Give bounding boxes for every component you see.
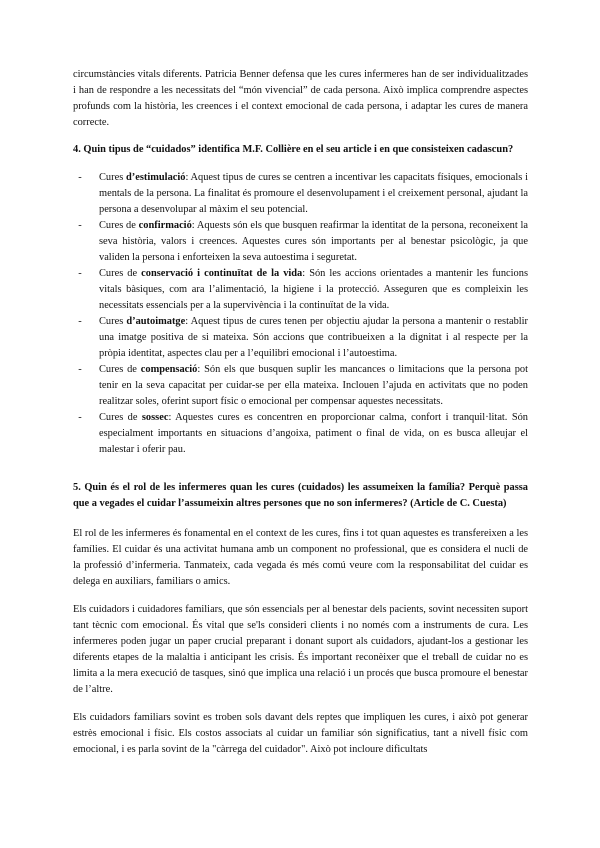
list-item: - Cures de compensació: Són els que busquen suplir les mancances o limitacions que la persona pot tenir en la seva capacitat per cuidar-se per ella mateixa. Inclouen l’ajuda en activitats que no poden realitzar soles, oferint suport físic o emocional per compensar aquestes necessitats. [99,362,528,410]
answer-paragraph: El rol de les infermeres és fonamental en el context de les cures, fins i tot quan aquestes es transfereixen a les famílies. El cuidar és una activitat humana amb un component no professional, que es considera el nucli de la professió d’infermeria. Tanmateix, cada vegada és més comú veure com la responsabilitat del cuidar es delega en auxiliars, familiars o amics. [73,528,528,587]
care-term: d’estimulació [126,172,186,183]
list-item: - Cures de confirmació: Aquests són els que busquen reafirmar la identitat de la persona, reconeixent la seva història, valors i creences. Aquestes cures són importants per al benestar psicològic, ja que validen la persona i enforteixen la seva autoestima i seguretat. [99,218,528,266]
question-5-body [73,526,528,758]
list-item: - Cures d’autoimatge: Aquest tipus de cures tenen per objectiu ajudar la persona a mantenir o restablir una imatge positiva de si mateixa. Són accions que contribueixen a la dignitat i al respecte per la pròpia identitat, aspectes clau per a l’equilibri emocional i l’autoestima. [99,314,528,362]
answer-paragraph: Els cuidadors i cuidadores familiars, que són essencials per al benestar dels pacients, sovint necessiten suport tant tècnic com emocional. És vital que se'ls consideri clients i no només com a instruments de cura. Les infermeres poden jugar un paper crucial preparant i donant suport als cuidadors, ajudant-los a gestionar les diferents etapes de la malaltia i anticipant les crisis. És important reconèixer que el treball de cuidar no es limita a la mera execució de tasques, sinó que implica una relació i un procés que busca promoure el benestar de l’altre. [73,604,528,695]
care-term: confirmació [138,220,192,231]
list-item: - Cures d’estimulació: Aquest tipus de cures se centren a incentivar les capacitats físiques, emocionals i mentals de la persona. La finalitat és promoure el desenvolupament i el creixement personal, ajudant la persona a desenvolupar al màxim el seu potencial. [99,170,528,218]
dash-bullet: - [78,412,82,423]
question-5-heading: 5. Quin és el rol de les infermeres quan les cures (cuidados) les assumeixen la família? Perquè passa que a vegades el cuidar l’assumeixin altres persones que no son infermeres? (Article de C. Cuesta) [73,482,528,509]
care-term: conservació i continuïtat de la vida [141,268,303,279]
list-item: - Cures de sossec: Aquestes cures es concentren en proporcionar calma, confort i tranquil·litat. Són especialment importants en situacions d’angoixa, patiment o final de vida, on es busca alleujar el malestar i oferir pau. [99,410,528,458]
care-term: d’autoimatge [126,316,186,327]
answer-paragraph: Els cuidadors familiars sovint es troben sols davant dels reptes que impliquen les cures, i això pot generar estrès emocional i físic. Els costos associats al cuidar un familiar són significatius, tant a nivell físic com emocional, i es parla sovint de la "càrrega del cuidador". Això pot incloure dificultats [73,712,528,755]
dash-bullet: - [78,268,82,279]
dash-bullet: - [78,364,82,375]
dash-bullet: - [78,220,82,231]
dash-bullet: - [78,316,82,327]
list-item: - Cures de conservació i continuïtat de la vida: Són les accions orientades a mantenir les funcions vitals bàsiques, com ara l’alimentació, la higiene i la protecció. Asseguren que es compleixin les necessitats essencials per a la supervivència i la continuïtat de la vida. [99,266,528,314]
care-term: compensació [140,364,198,375]
care-term: sossec [141,412,169,423]
intro-paragraph: circumstàncies vitals diferents. Patricia Benner defensa que les cures infermeres han de ser individualitzades i han de respondre a les necessitats del “món vivencial” de cada persona. Això implica comprendre aspectes profunds com la història, les creences i el context emocional de cada persona, i adaptar les cures de manera correcte. [73,69,528,128]
dash-bullet: - [78,172,82,183]
care-types-list [73,170,528,458]
question-4-heading: 4. Quin tipus de “cuidados” identifica M.F. Collière en el seu article i en que consisteixen cadascun? [73,144,514,155]
